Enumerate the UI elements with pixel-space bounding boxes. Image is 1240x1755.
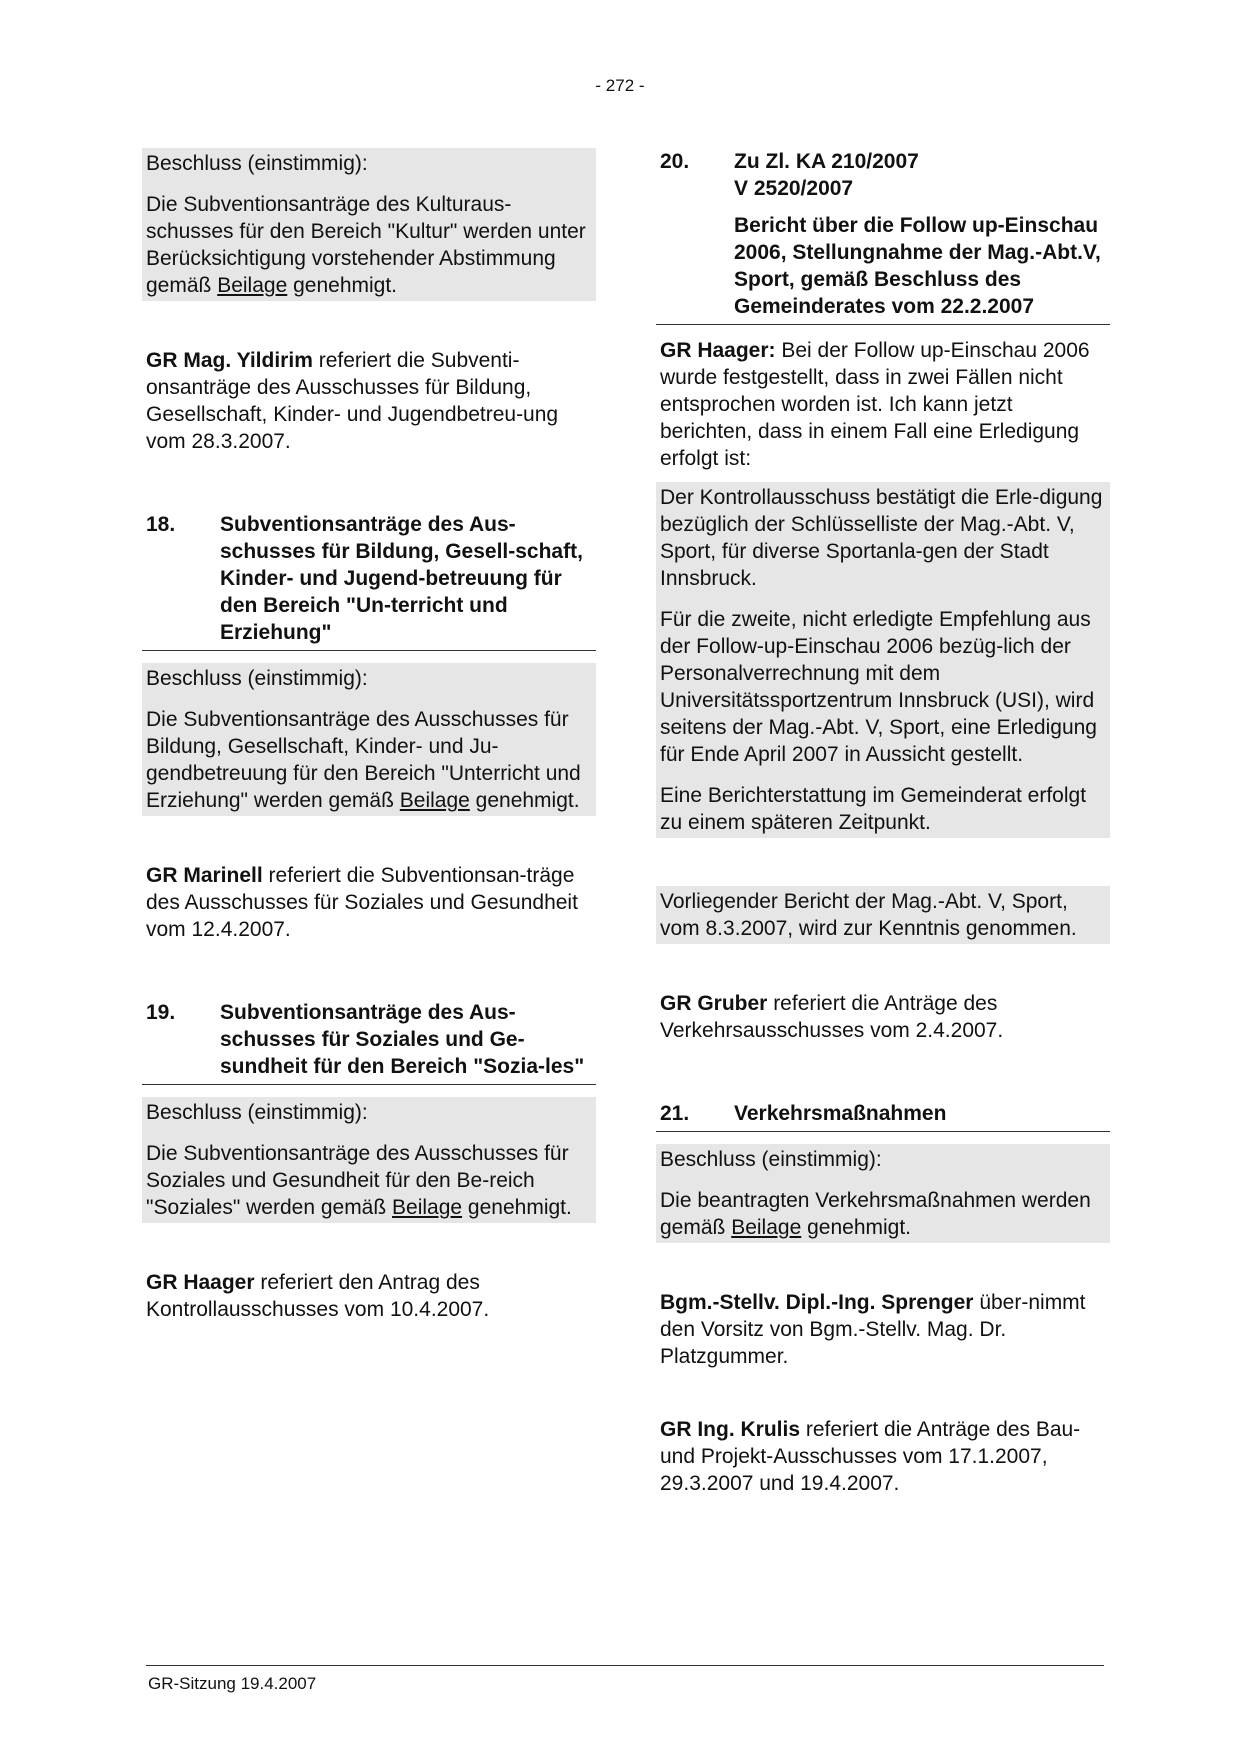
footer-divider xyxy=(146,1665,1104,1666)
right-column xyxy=(660,148,1106,1497)
item-title: Subventionsanträge des Aus-schusses für Bildung, Gesell-schaft, Kinder- und Jugend-betreuung für den Bereich "Un-terricht und Erziehung" xyxy=(220,513,583,644)
item-title: Subventionsanträge des Aus-schusses für Soziales und Ge-sundheit für den Bereich "Sozia-les" xyxy=(220,1001,585,1078)
resolution-head: Beschluss (einstimmig): xyxy=(660,1148,882,1171)
resolution-block-soziales xyxy=(142,1097,596,1223)
speaker-name: GR Haager: xyxy=(660,339,776,362)
resolution-block-bildung xyxy=(142,663,596,816)
speaker-name: Bgm.-Stellv. Dipl.-Ing. Sprenger xyxy=(660,1291,974,1314)
resolution-head: Beschluss (einstimmig): xyxy=(146,152,368,175)
item-number: 21. xyxy=(660,1102,690,1125)
page-number: - 272 - xyxy=(595,76,645,95)
acknowledgement-block xyxy=(656,886,1110,944)
item-number: 20. xyxy=(660,150,690,173)
resolution-block-kultur xyxy=(142,148,596,301)
footer-session-label: GR-Sitzung 19.4.2007 xyxy=(148,1674,317,1693)
agenda-item-18 xyxy=(142,511,596,651)
resolution-block-verkehr xyxy=(656,1144,1110,1243)
agenda-item-20 xyxy=(656,148,1110,325)
speaker-name: GR Haager xyxy=(146,1271,255,1294)
resolution-head: Beschluss (einstimmig): xyxy=(146,1101,368,1124)
beilage-link[interactable]: Beilage xyxy=(731,1216,802,1239)
speaker-paragraph-gruber: GR Gruber referiert die Anträge des Verkehrsausschusses vom 2.4.2007. xyxy=(660,992,1004,1042)
item-title: Verkehrsmaßnahmen xyxy=(734,1102,947,1125)
speaker-paragraph-sprenger: Bgm.-Stellv. Dipl.-Ing. Sprenger über-nimmt den Vorsitz von Bgm.-Stellv. Mag. Dr. Platzgummer. xyxy=(660,1291,1086,1368)
beilage-link[interactable]: Beilage xyxy=(392,1196,463,1219)
speaker-name: GR Ing. Krulis xyxy=(660,1418,801,1441)
resolution-text: Die Subventionsanträge des Kulturaus-schusses für den Bereich "Kultur" werden unter Berücksichtigung vorstehender Abstimmung gemäß Beilage genehmigt. xyxy=(146,193,586,297)
speaker-name: GR Gruber xyxy=(660,992,768,1015)
speaker-paragraph-krulis: GR Ing. Krulis referiert die Anträge des Bau- und Projekt-Ausschusses vom 17.1.2007, 29.3.2007 und 19.4.2007. xyxy=(660,1418,1081,1495)
beilage-link[interactable]: Beilage xyxy=(399,789,470,812)
item-number: 19. xyxy=(146,1001,176,1024)
item-title: Bericht über die Follow up-Einschau 2006, Stellungnahme der Mag.-Abt.V, Sport, gemäß Beschluss des Gemeinderates vom 22.2.2007 xyxy=(734,214,1101,318)
resolution-text: Die Subventionsanträge des Ausschusses für Soziales und Gesundheit für den Be-reich "Soziales" werden gemäß Beilage genehmigt. xyxy=(146,1142,572,1219)
speaker-paragraph-yildirim: GR Mag. Yildirim referiert die Subventi-onsanträge des Ausschusses für Bildung, Gesellschaft, Kinder- und Jugendbetreu-ung vom 28.3.2007. xyxy=(146,349,559,453)
report-quote-block xyxy=(656,482,1110,838)
resolution-text: Die Subventionsanträge des Ausschusses für Bildung, Gesellschaft, Kinder- und Ju-gendbetreuung für den Bereich "Unterricht und Erziehung" werden gemäß Beilage genehmigt. xyxy=(146,708,581,812)
resolution-text: Die beantragten Verkehrsmaßnahmen werden gemäß Beilage genehmigt. xyxy=(660,1189,1091,1239)
item-number: 18. xyxy=(146,513,176,536)
acknowledgement-text: Vorliegender Bericht der Mag.-Abt. V, Sport, vom 8.3.2007, wird zur Kenntnis genommen. xyxy=(660,890,1077,940)
speaker-name: GR Marinell xyxy=(146,864,263,887)
speaker-paragraph-haager: GR Haager: Bei der Follow up-Einschau 2006 wurde festgestellt, dass in zwei Fällen nicht entsprochen worden ist. Ich kann jetzt berichten, dass in einem Fall eine Erledigung erfolgt ist: xyxy=(660,339,1090,470)
left-column xyxy=(146,148,592,1323)
agenda-item-21 xyxy=(656,1100,1110,1132)
quote-paragraph: Für die zweite, nicht erledigte Empfehlung aus der Follow-up-Einschau 2006 bezüg-lich der Personalverrechnung mit dem Universitätssportzentrum Innsbruck (USI), wird seitens der Mag.-Abt. V, Sport, eine Erledigung für Ende April 2007 in Aussicht gestellt. xyxy=(660,608,1097,766)
agenda-item-19 xyxy=(142,999,596,1085)
speaker-name: GR Mag. Yildirim xyxy=(146,349,313,372)
speaker-paragraph-haager: GR Haager referiert den Antrag des Kontrollausschusses vom 10.4.2007. xyxy=(146,1271,490,1321)
speaker-paragraph-marinell: GR Marinell referiert die Subventionsan-träge des Ausschusses für Soziales und Gesundheit vom 12.4.2007. xyxy=(146,864,578,941)
beilage-link[interactable]: Beilage xyxy=(217,274,288,297)
quote-paragraph: Eine Berichterstattung im Gemeinderat erfolgt zu einem späteren Zeitpunkt. xyxy=(660,784,1087,834)
resolution-head: Beschluss (einstimmig): xyxy=(146,667,368,690)
item-reference: Zu Zl. KA 210/2007 V 2520/2007 xyxy=(734,150,919,200)
quote-paragraph: Der Kontrollausschuss bestätigt die Erle-digung bezüglich der Schlüsselliste der Mag.-Abt. V, Sport, für diverse Sportanla-gen der Stadt Innsbruck. xyxy=(660,486,1103,590)
